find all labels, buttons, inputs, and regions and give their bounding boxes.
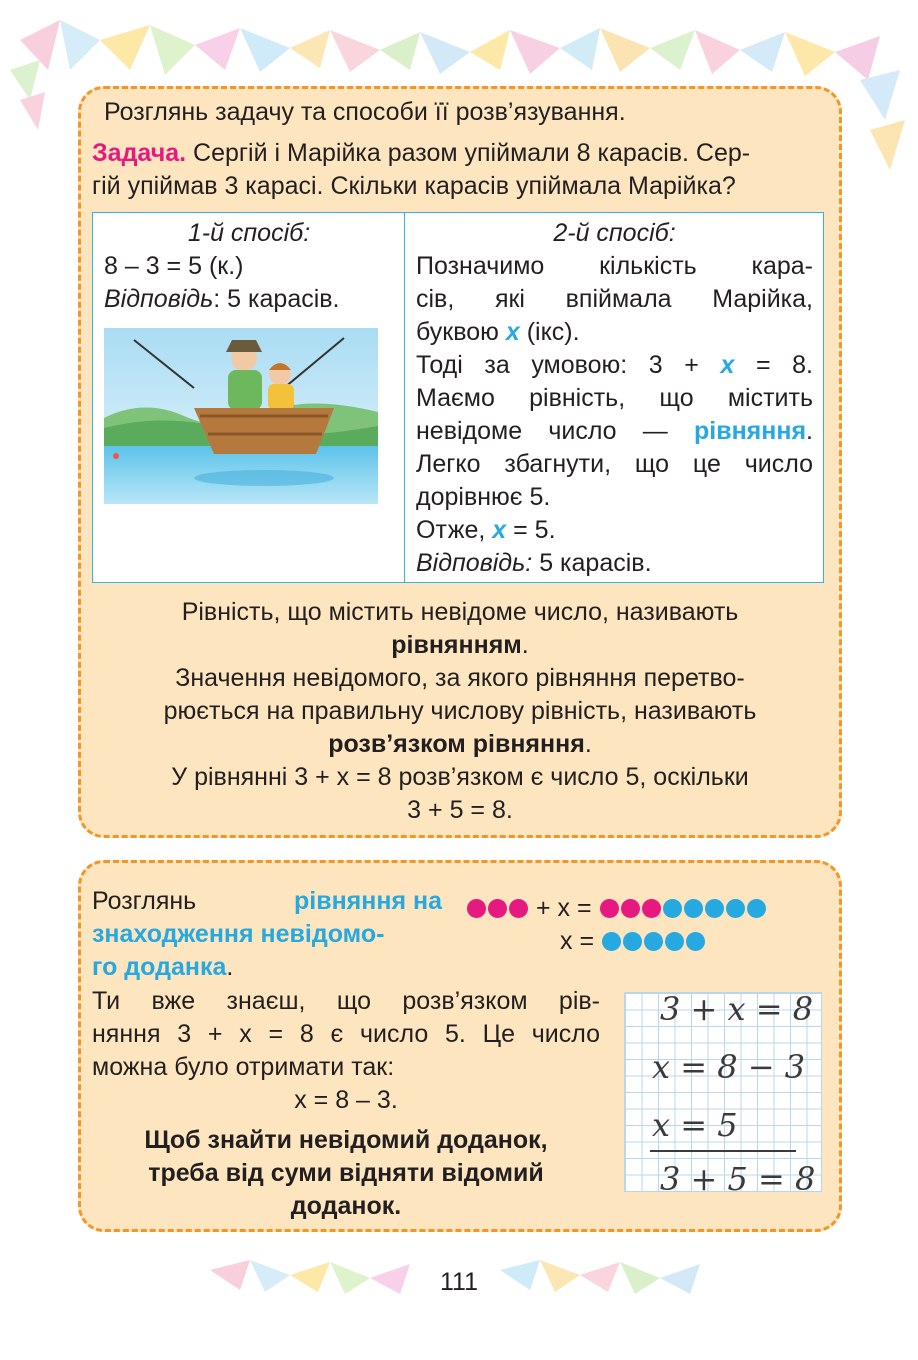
intro-text: Розглянь задачу та способи її розв’язування. bbox=[104, 98, 626, 126]
task-label: Задача. bbox=[92, 139, 187, 167]
handwritten-step: x = 8 − 3 bbox=[652, 1048, 806, 1086]
pink-dot bbox=[621, 899, 640, 918]
definition-3-line-1: У рівнянні 3 + x = 8 розв’язком є число 5, оскільки bbox=[171, 763, 749, 791]
way-2-cell: 2-й спосіб: Позначимо кількість кара- сів, які впіймала Марійка, буквою x (ікс). Тоді за умовою: 3 + x = 8. Маємо рівність, що містить невідоме число — рівняння. Легко збагнути, що це число дорівнює 5. Отже, x = 5. Відповідь: 5 карасів. bbox=[405, 213, 824, 583]
blue-dot bbox=[686, 932, 705, 951]
blue-dot bbox=[663, 899, 682, 918]
explain-line-1: Ти вже знаєш, що розв’язком рів- bbox=[92, 987, 600, 1015]
intro2-line-1: Розглянь рівняння на bbox=[92, 887, 442, 915]
definition-3-line-2: 3 + 5 = 8. bbox=[407, 796, 513, 824]
definition-2-line-3: розв’язком рівняння. bbox=[328, 730, 592, 758]
blue-dot bbox=[726, 899, 745, 918]
rule-line-1: Щоб знайти невідомий доданок, bbox=[144, 1126, 548, 1154]
blue-dot bbox=[665, 932, 684, 951]
page-number: 111 bbox=[439, 1268, 478, 1296]
explain-line-4: x = 8 – 3. bbox=[294, 1086, 398, 1114]
handwritten-equation: 3 + x = 8 bbox=[660, 990, 814, 1028]
rule-line-2: треба від суми відняти відомий bbox=[148, 1159, 544, 1187]
pink-dot bbox=[509, 899, 528, 918]
definition-2-line-2: рюється на правильну числову рівність, називають bbox=[163, 697, 757, 725]
way-1-cell bbox=[93, 213, 405, 583]
blue-dot bbox=[623, 932, 642, 951]
handwritten-check: 3 + 5 = 8 bbox=[660, 1160, 816, 1198]
fishing-illustration bbox=[104, 328, 378, 504]
way-1-answer: Відповідь: 5 карасів. bbox=[104, 285, 340, 313]
check-divider bbox=[650, 1150, 796, 1152]
handwritten-solution: x = 5 bbox=[652, 1106, 738, 1144]
blue-dot bbox=[684, 899, 703, 918]
way-1-calc: 8 – 3 = 5 (к.) bbox=[104, 252, 244, 280]
blue-dot bbox=[747, 899, 766, 918]
variable-x: x bbox=[505, 318, 520, 346]
explain-line-2: няння 3 + x = 8 є число 5. Це число bbox=[92, 1020, 600, 1048]
pink-dot bbox=[488, 899, 507, 918]
pink-dot bbox=[600, 899, 619, 918]
dots-equation-1: + x = bbox=[466, 892, 767, 925]
definition-2-line-1: Значення невідомого, за якого рівняння перетво- bbox=[175, 664, 745, 692]
explain-line-3: можна було отримати так: bbox=[92, 1053, 395, 1081]
solution-table bbox=[92, 212, 824, 583]
blue-dot bbox=[644, 932, 663, 951]
blue-dot bbox=[602, 932, 621, 951]
blue-dot bbox=[705, 899, 724, 918]
pink-dot bbox=[642, 899, 661, 918]
definition-1-line-1: Рівність, що містить невідоме число, називають bbox=[181, 598, 739, 626]
way-2-answer: Відповідь: 5 карасів. bbox=[416, 549, 652, 577]
way-2-title: 2-й спосіб: bbox=[553, 219, 676, 247]
intro2-line-3: го доданка. bbox=[92, 953, 234, 981]
pink-dot bbox=[467, 899, 486, 918]
task-line-2: гій упіймав 3 карасі. Скільки карасів упіймала Марійка? bbox=[92, 172, 736, 200]
way-1-title: 1-й спосіб: bbox=[187, 219, 311, 247]
rule-line-3: доданок. bbox=[290, 1192, 402, 1220]
intro2-line-2: знаходження невідомо- bbox=[92, 920, 385, 948]
term-equation: рівняння bbox=[693, 417, 807, 445]
dots-equation-2: x = bbox=[560, 925, 706, 958]
task-line-1: Задача. Сергій і Марійка разом упіймали 8 карасів. Сер- bbox=[92, 139, 751, 167]
definition-1-line-2: рівнянням. bbox=[391, 631, 529, 659]
